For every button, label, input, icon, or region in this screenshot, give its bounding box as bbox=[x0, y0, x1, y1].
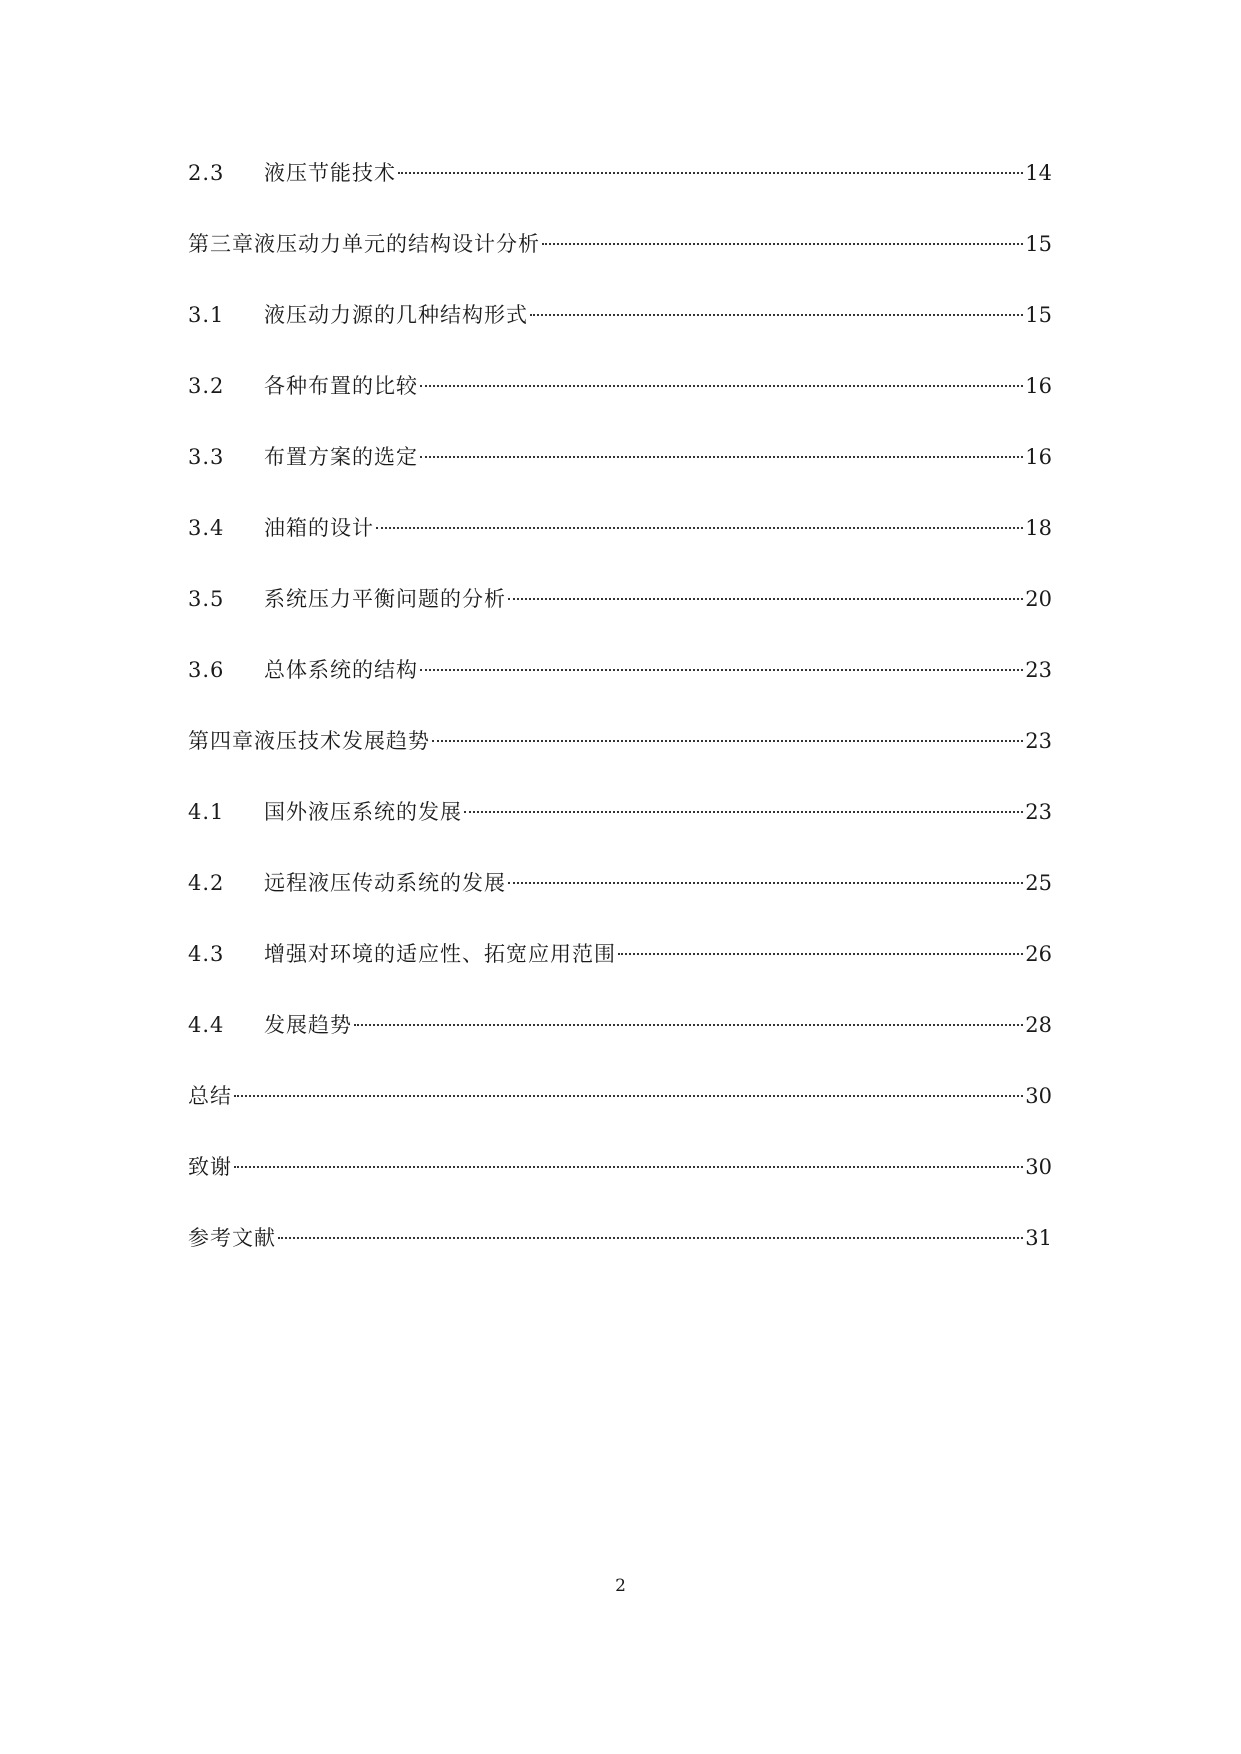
dot-leader bbox=[354, 1024, 1023, 1026]
toc-entry-page: 16 bbox=[1025, 445, 1052, 469]
toc-entry-number: 3.6 bbox=[188, 658, 225, 682]
dot-leader bbox=[508, 882, 1023, 884]
dot-leader bbox=[376, 527, 1023, 529]
toc-entry-number: 3.1 bbox=[188, 303, 225, 327]
toc-entry-2-3[interactable] bbox=[188, 158, 1052, 229]
dot-leader bbox=[542, 243, 1023, 245]
toc-entry-number: 4.1 bbox=[188, 800, 225, 824]
toc-entry-page: 26 bbox=[1025, 942, 1052, 966]
toc-entry-title: 第三章液压动力单元的结构设计分析 bbox=[188, 232, 540, 256]
toc-entry-number: 3.5 bbox=[188, 587, 225, 611]
toc-entry-title: 参考文献 bbox=[188, 1226, 276, 1250]
dot-leader bbox=[530, 314, 1023, 316]
toc-entry-page: 16 bbox=[1025, 374, 1052, 398]
toc-entry-chapter-3[interactable] bbox=[188, 229, 1052, 300]
dot-leader bbox=[618, 953, 1023, 955]
dot-leader bbox=[464, 811, 1023, 813]
toc-entry-chapter-4[interactable] bbox=[188, 726, 1052, 797]
toc-entry-4-2[interactable] bbox=[188, 868, 1052, 939]
toc-entry-page: 20 bbox=[1025, 587, 1052, 611]
dot-leader bbox=[420, 456, 1023, 458]
dot-leader bbox=[278, 1237, 1023, 1239]
toc-entry-title: 致谢 bbox=[188, 1155, 232, 1179]
toc-entry-4-3[interactable] bbox=[188, 939, 1052, 1010]
dot-leader bbox=[398, 172, 1023, 174]
toc-entry-page: 31 bbox=[1025, 1226, 1052, 1250]
toc-entry-number: 3.4 bbox=[188, 516, 225, 540]
toc-entry-3-4[interactable] bbox=[188, 513, 1052, 584]
toc-entry-title: 增强对环境的适应性、拓宽应用范围 bbox=[264, 942, 616, 966]
toc-entry-references[interactable] bbox=[188, 1223, 1052, 1294]
toc-entry-title: 油箱的设计 bbox=[264, 516, 374, 540]
toc-entry-page: 23 bbox=[1025, 729, 1052, 753]
toc-entry-3-6[interactable] bbox=[188, 655, 1052, 726]
toc-entry-3-1[interactable] bbox=[188, 300, 1052, 371]
toc-entry-title: 各种布置的比较 bbox=[264, 374, 418, 398]
toc-entry-number: 3.2 bbox=[188, 374, 225, 398]
toc-entry-title: 发展趋势 bbox=[264, 1013, 352, 1037]
toc-entry-title: 国外液压系统的发展 bbox=[264, 800, 462, 824]
toc-entry-page: 30 bbox=[1025, 1084, 1052, 1108]
toc-entry-title: 液压节能技术 bbox=[264, 161, 396, 185]
toc-entry-title: 第四章液压技术发展趋势 bbox=[188, 729, 430, 753]
toc-entry-title: 布置方案的选定 bbox=[264, 445, 418, 469]
dot-leader bbox=[420, 385, 1023, 387]
toc-entry-title: 总体系统的结构 bbox=[264, 658, 418, 682]
toc-entry-4-4[interactable] bbox=[188, 1010, 1052, 1081]
toc-entry-number: 4.3 bbox=[188, 942, 225, 966]
toc-entry-number: 4.2 bbox=[188, 871, 225, 895]
dot-leader bbox=[508, 598, 1023, 600]
toc-entry-page: 23 bbox=[1025, 800, 1052, 824]
toc-entry-title: 液压动力源的几种结构形式 bbox=[264, 303, 528, 327]
dot-leader bbox=[234, 1095, 1023, 1097]
dot-leader bbox=[234, 1166, 1023, 1168]
toc-entry-3-2[interactable] bbox=[188, 371, 1052, 442]
toc-entry-acknowledgements[interactable] bbox=[188, 1152, 1052, 1223]
toc-entry-title: 总结 bbox=[188, 1084, 232, 1108]
toc-entry-number: 4.4 bbox=[188, 1013, 225, 1037]
toc-entry-page: 15 bbox=[1025, 232, 1052, 256]
page-number: 2 bbox=[615, 1576, 626, 1596]
toc-entry-page: 14 bbox=[1025, 161, 1052, 185]
dot-leader bbox=[432, 740, 1023, 742]
toc-entry-number: 2.3 bbox=[188, 161, 225, 185]
toc-entry-title: 系统压力平衡问题的分析 bbox=[264, 587, 506, 611]
dot-leader bbox=[420, 669, 1023, 671]
toc-entry-page: 28 bbox=[1025, 1013, 1052, 1037]
toc-entry-page: 18 bbox=[1025, 516, 1052, 540]
toc-entry-page: 23 bbox=[1025, 658, 1052, 682]
toc-entry-4-1[interactable] bbox=[188, 797, 1052, 868]
toc-entry-3-5[interactable] bbox=[188, 584, 1052, 655]
toc-entry-title: 远程液压传动系统的发展 bbox=[264, 871, 506, 895]
toc-entry-page: 15 bbox=[1025, 303, 1052, 327]
toc-entry-3-3[interactable] bbox=[188, 442, 1052, 513]
toc-entry-page: 25 bbox=[1025, 871, 1052, 895]
table-of-contents bbox=[188, 158, 1052, 1294]
toc-entry-number: 3.3 bbox=[188, 445, 225, 469]
toc-entry-summary[interactable] bbox=[188, 1081, 1052, 1152]
toc-entry-page: 30 bbox=[1025, 1155, 1052, 1179]
